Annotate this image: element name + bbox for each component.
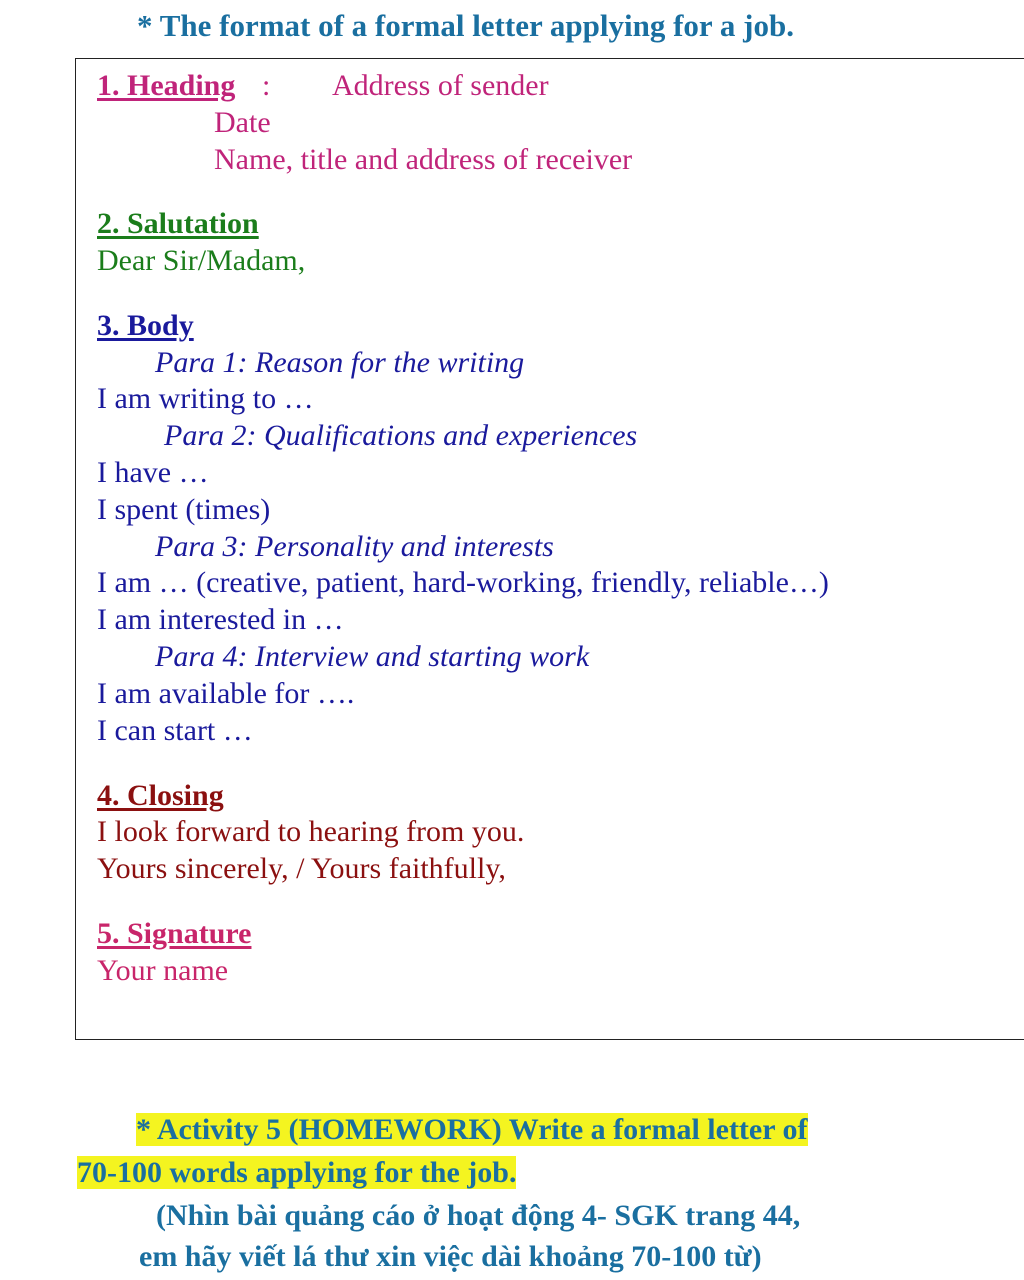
body-para2-line: I spent (times) <box>97 493 271 526</box>
body-para4-line: I am available for …. <box>97 677 355 710</box>
homework-note-2: em hãy viết lá thư xin việc dài khoảng 70-100 từ) <box>139 1240 762 1273</box>
body-para1-heading: Para 1: Reason for the writing <box>155 346 525 379</box>
body-section-label: 3. Body <box>97 309 194 342</box>
page-title: * The format of a formal letter applying for a job. <box>137 8 794 43</box>
heading-line-date: Date <box>214 106 271 139</box>
salutation-section-label: 2. Salutation <box>97 207 259 240</box>
homework-highlight: * Activity 5 (HOMEWORK) Write a formal letter of <box>136 1113 808 1146</box>
body-para3-line: I am interested in … <box>97 603 344 636</box>
body-para3-heading: Para 3: Personality and interests <box>155 530 554 563</box>
homework-note-1: (Nhìn bài quảng cáo ở hoạt động 4- SGK trang 44, <box>156 1199 801 1232</box>
body-para3-line: I am … (creative, patient, hard-working, friendly, reliable…) <box>97 566 829 599</box>
heading-line-address-sender: Address of sender <box>332 69 549 102</box>
body-para1-line: I am writing to … <box>97 382 314 415</box>
heading-colon: : <box>262 69 271 102</box>
heading-section-label: 1. Heading <box>97 69 236 102</box>
closing-line: I look forward to hearing from you. <box>97 815 525 848</box>
body-para2-heading: Para 2: Qualifications and experiences <box>164 419 638 452</box>
signature-section-label: 5. Signature <box>97 917 252 950</box>
salutation-line: Dear Sir/Madam, <box>97 244 306 277</box>
closing-line: Yours sincerely, / Yours faithfully, <box>97 852 506 885</box>
signature-line: Your name <box>97 954 229 987</box>
body-para4-line: I can start … <box>97 714 253 747</box>
closing-section-label: 4. Closing <box>97 779 224 812</box>
homework-line-2 <box>77 1154 516 1192</box>
body-para2-line: I have … <box>97 456 209 489</box>
homework-highlight: 70-100 words applying for the job. <box>77 1156 517 1189</box>
body-para4-heading: Para 4: Interview and starting work <box>155 640 590 673</box>
heading-line-receiver: Name, title and address of receiver <box>214 143 633 176</box>
homework-line-1 <box>136 1111 808 1149</box>
